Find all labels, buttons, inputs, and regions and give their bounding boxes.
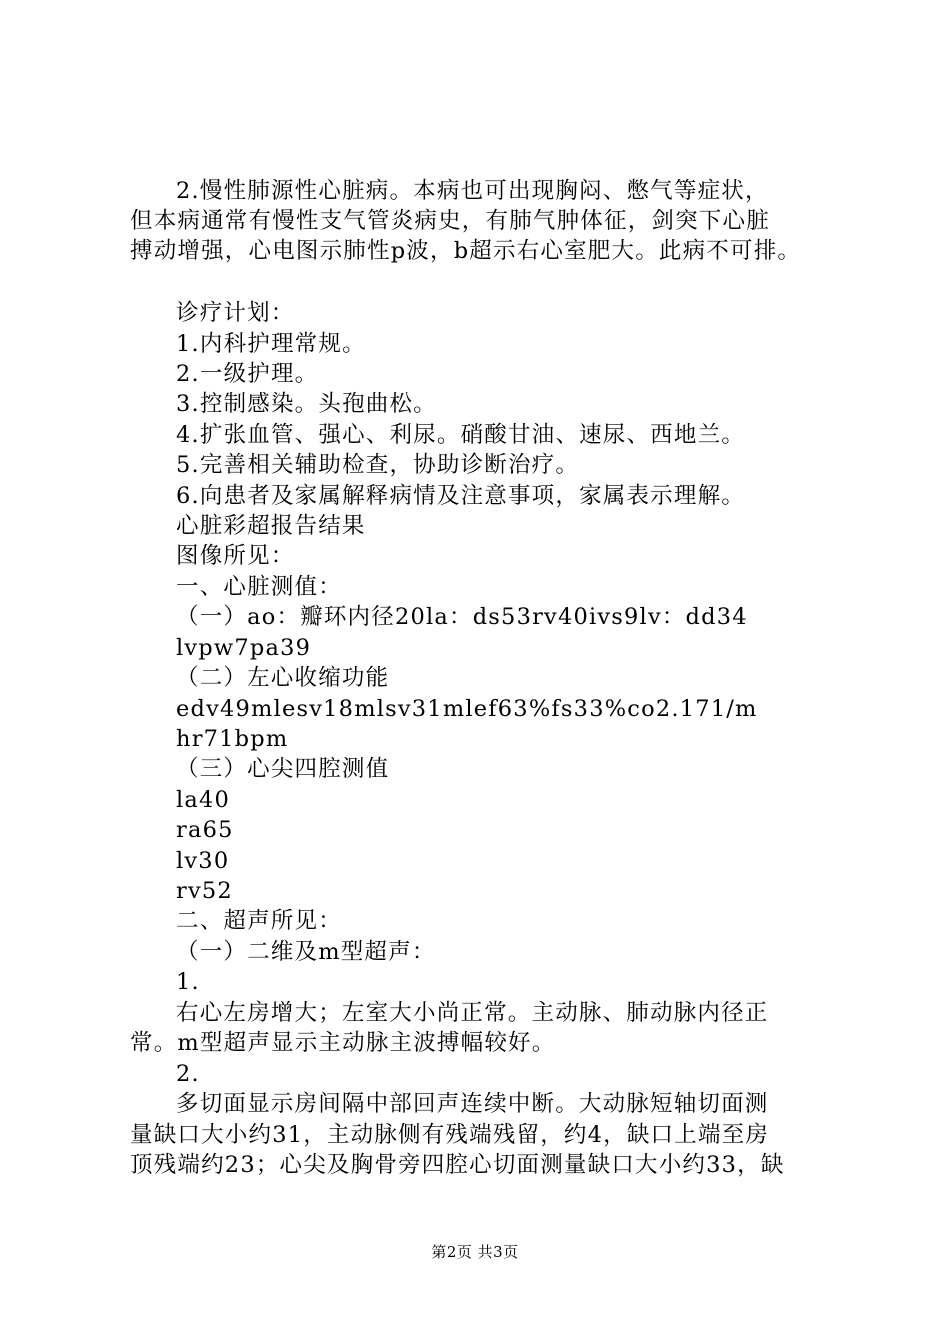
plan-item: 6.向患者及家属解释病情及注意事项，家属表示理解。 bbox=[176, 483, 745, 509]
measurement-line: rv52 bbox=[176, 878, 233, 904]
paragraph-line: 多切面显示房间隔中部回声连续中断。大动脉短轴切面测 bbox=[176, 1091, 769, 1117]
paragraph-line: 常。m型超声显示主动脉主波搏幅较好。 bbox=[130, 1030, 556, 1056]
paragraph-line: 量缺口大小约31，主动脉侧有残端残留，约4，缺口上端至房 bbox=[130, 1122, 770, 1148]
measurement-line: hr71bpm bbox=[176, 726, 289, 752]
plan-item: 4.扩张血管、强心、利尿。硝酸甘油、速尿、西地兰。 bbox=[176, 422, 745, 448]
measurement-line: （一）ao：瓣环内径20la：ds53rv40ivs9lv：dd34 bbox=[176, 604, 748, 630]
plan-item: 3.控制感染。头孢曲松。 bbox=[176, 391, 437, 417]
page-footer: 第2页 共3页 bbox=[431, 1243, 519, 1261]
list-number: 2. bbox=[176, 1061, 200, 1087]
measurement-line: edv49mlesv18mlsv31mlef63%fs33%co2.171/m bbox=[176, 696, 758, 722]
paragraph-line: 搏动增强，心电图示肺性p波，b超示右心室肥大。此病不可排。 bbox=[130, 238, 802, 264]
subsection-heading: （一）二维及m型超声： bbox=[176, 939, 436, 965]
plan-item: 1.内科护理常规。 bbox=[176, 331, 366, 357]
list-number: 1. bbox=[176, 969, 200, 995]
measurement-line: lv30 bbox=[176, 848, 230, 874]
section-heading: 心脏彩超报告结果 bbox=[176, 513, 366, 539]
measurement-line: ra65 bbox=[176, 817, 234, 843]
section-heading: 二、超声所见： bbox=[176, 908, 342, 934]
section-heading: 图像所见： bbox=[176, 543, 295, 569]
paragraph-line: 但本病通常有慢性支气管炎病史，有肺气肿体征，剑突下心脏 bbox=[130, 208, 770, 234]
subsection-heading: （三）心尖四腔测值 bbox=[176, 756, 390, 782]
subsection-heading: （二）左心收缩功能 bbox=[176, 665, 390, 691]
paragraph-line: 右心左房增大；左室大小尚正常。主动脉、肺动脉内径正 bbox=[176, 1000, 769, 1026]
paragraph-line: 顶残端约23；心尖及胸骨旁四腔心切面测量缺口大小约33，缺 bbox=[130, 1152, 785, 1178]
measurement-line: la40 bbox=[176, 787, 231, 813]
plan-item: 5.完善相关辅助检查，协助诊断治疗。 bbox=[176, 452, 580, 478]
plan-item: 2.一级护理。 bbox=[176, 361, 319, 387]
section-heading: 诊疗计划： bbox=[176, 300, 295, 326]
measurement-line: lvpw7pa39 bbox=[176, 635, 312, 661]
paragraph-line: 2.慢性肺源性心脏病。本病也可出现胸闷、憋气等症状， bbox=[176, 178, 769, 204]
section-heading: 一、心脏测值： bbox=[176, 574, 342, 600]
